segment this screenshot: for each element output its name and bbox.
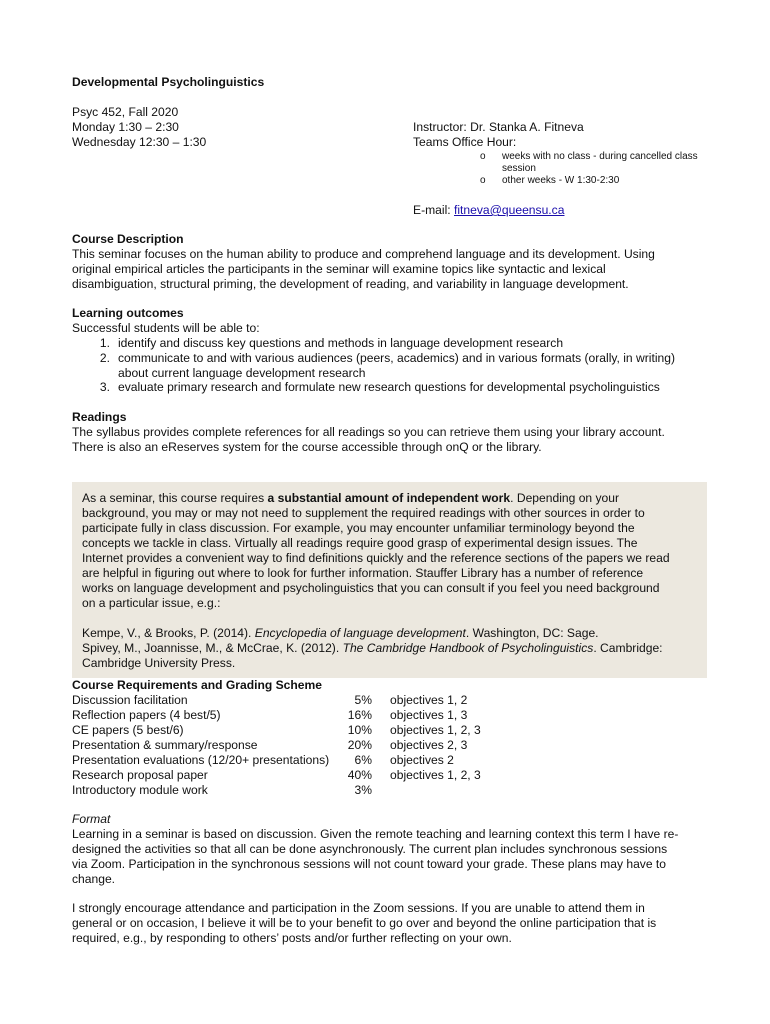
course-code: Psyc 452, Fall 2020 [72, 105, 179, 119]
requirement-objectives: objectives 1, 3 [390, 708, 468, 722]
paragraph-line: participate fully in class discussion. For example, you may encounter unfamiliar terminology beyond the [82, 521, 635, 535]
office-hour-text [502, 151, 698, 175]
requirement-name: CE papers (5 best/6) [72, 723, 184, 737]
format-paragraph-2 [72, 901, 656, 946]
learning-outcomes-heading: Learning outcomes [72, 306, 184, 320]
format-heading: Format [72, 812, 111, 826]
course-description-heading: Course Description [72, 232, 184, 246]
requirement-name: Reflection papers (4 best/5) [72, 708, 221, 722]
course-description-body [72, 247, 655, 292]
requirement-weight: 20% [347, 738, 372, 752]
paragraph-line: change. [72, 872, 116, 886]
requirement-name: Presentation evaluations (12/20+ presentations) [72, 753, 330, 767]
requirement-name: Discussion facilitation [72, 693, 188, 707]
format-paragraph-1 [72, 827, 678, 887]
list-number: 2. [99, 351, 110, 365]
reference-entry [82, 626, 663, 641]
requirement-weight: 3% [354, 783, 372, 797]
list-item-line: about current language development research [118, 366, 366, 380]
table-row [72, 723, 512, 738]
grading-heading: Course Requirements and Grading Scheme [72, 678, 323, 692]
list-number: 3. [99, 380, 110, 394]
table-row [72, 738, 512, 753]
paragraph-line [82, 491, 670, 506]
paragraph-line: Learning in a seminar is based on discussion. Given the remote teaching and learning context this term I have re- [72, 827, 679, 841]
requirement-weight: 5% [354, 693, 372, 707]
learning-outcomes-intro: Successful students will be able to: [72, 321, 260, 335]
callout-references [82, 626, 663, 671]
paragraph-line: concepts we tackle in class. Virtually all readings require good grasp of experimental design issues. The [82, 536, 638, 550]
text-run: Kempe, V., & Brooks, P. (2014). [82, 626, 255, 640]
reference-entry [82, 641, 663, 656]
email-label: E-mail: [413, 203, 454, 217]
paragraph-line: designed the activities so that all can be done asynchronously. The current plan includes synchronous sessions [72, 842, 668, 856]
text-run: . Washington, DC: Sage. [465, 626, 599, 640]
list-item-line: evaluate primary research and formulate new research questions for developmental psycholinguistics [118, 380, 660, 394]
list-item-text [118, 380, 660, 395]
instructor-name: Instructor: Dr. Stanka A. Fitneva [413, 120, 584, 134]
paragraph-line: background, you may or may not need to supplement the required readings with other sources in order to [82, 506, 645, 520]
requirement-weight: 40% [347, 768, 372, 782]
book-title: Encyclopedia of language development [254, 626, 466, 640]
paragraph-line: There is also an eReserves system for the course accessible through onQ or the library. [72, 440, 542, 454]
wednesday-schedule: Wednesday 12:30 – 1:30 [72, 135, 207, 149]
email-link[interactable]: fitneva@queensu.ca [454, 203, 565, 217]
document-title: Developmental Psycholinguistics [72, 75, 265, 89]
requirement-objectives: objectives 2, 3 [390, 738, 468, 752]
paragraph-line: The syllabus provides complete references for all readings so you can retrieve them using your library account. [72, 425, 665, 439]
readings-heading: Readings [72, 410, 127, 424]
paragraph-line: via Zoom. Participation in the synchronous sessions will not count toward your grade. These plans may have to [72, 857, 667, 871]
circle-bullet-icon: o [480, 151, 486, 162]
list-number: 1. [99, 336, 110, 350]
office-hour-line: session [502, 163, 536, 174]
requirement-objectives: objectives 1, 2 [390, 693, 468, 707]
paragraph-line: are helpful in figuring out where to look for further information. Stauffer Library has a number of reference [82, 566, 644, 580]
requirement-name: Research proposal paper [72, 768, 208, 782]
reference-entry-continued: Cambridge University Press. [82, 656, 236, 670]
requirement-name: Presentation & summary/response [72, 738, 258, 752]
list-item-text [118, 351, 675, 381]
requirement-name: Introductory module work [72, 783, 208, 797]
table-row [72, 708, 512, 723]
paragraph-line: original empirical articles the participants in the seminar will examine topics like syntactic and lexical [72, 262, 606, 276]
office-hour-label: Teams Office Hour: [413, 135, 517, 149]
paragraph-line: I strongly encourage attendance and participation in the Zoom sessions. If you are unable to attend them in [72, 901, 645, 915]
requirement-weight: 10% [347, 723, 372, 737]
paragraph-line: required, e.g., by responding to others’ posts and/or further reflecting on your own. [72, 931, 512, 945]
paragraph-line: works on language development and psycholinguistics that you can consult if you feel you need background [82, 581, 660, 595]
list-item-text [118, 336, 563, 351]
text-run: As a seminar, this course requires [82, 491, 268, 505]
requirement-objectives: objectives 1, 2, 3 [390, 768, 481, 782]
emphasis-text: a substantial amount of independent work [267, 491, 511, 505]
table-row [72, 783, 512, 798]
text-run: . Cambridge: [593, 641, 663, 655]
book-title: The Cambridge Handbook of Psycholinguistics [342, 641, 594, 655]
email-line [413, 203, 564, 218]
paragraph-line: Internet provides a convenient way to find definitions quickly and the reference sections of the papers we read [82, 551, 670, 565]
paragraph-line: on a particular issue, e.g.: [82, 596, 221, 610]
office-hour-line: weeks with no class - during cancelled class [502, 151, 698, 162]
paragraph-line: disambiguation, structural priming, the development of reading, and variability in language development. [72, 277, 629, 291]
office-hour-text [502, 175, 619, 187]
list-item-line: identify and discuss key questions and methods in language development research [118, 336, 564, 350]
requirement-objectives: objectives 2 [390, 753, 454, 767]
paragraph-line: general or on occasion, I believe it will be to your benefit to go over and beyond the online participation that is [72, 916, 657, 930]
requirement-weight: 6% [354, 753, 372, 767]
list-item-line: communicate to and with various audiences (peers, academics) and in various formats (orally, in writing) [118, 351, 675, 365]
monday-schedule: Monday 1:30 – 2:30 [72, 120, 179, 134]
table-row [72, 768, 512, 783]
table-row [72, 693, 512, 708]
table-row [72, 753, 512, 768]
paragraph-line: This seminar focuses on the human ability to produce and comprehend language and its development. Using [72, 247, 655, 261]
requirement-objectives: objectives 1, 2, 3 [390, 723, 481, 737]
office-hour-line: other weeks - W 1:30-2:30 [502, 175, 620, 186]
circle-bullet-icon: o [480, 175, 486, 186]
text-run: . Depending on your [510, 491, 620, 505]
callout-body [82, 491, 670, 611]
requirement-weight: 16% [347, 708, 372, 722]
readings-body [72, 425, 665, 455]
text-run: Spivey, M., Joannisse, M., & McCrae, K. (2012). [82, 641, 343, 655]
